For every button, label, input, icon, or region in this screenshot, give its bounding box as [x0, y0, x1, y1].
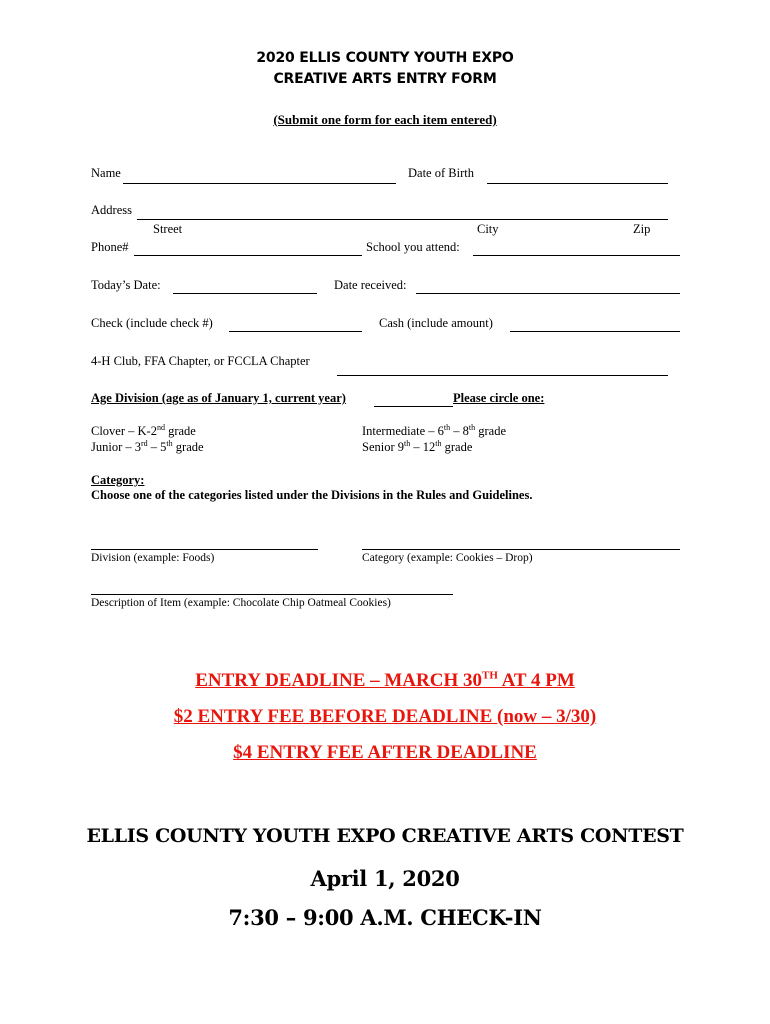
intermediate-sup2: th: [468, 422, 476, 432]
dob-label: Date of Birth: [408, 166, 474, 180]
senior-sup2: th: [435, 438, 442, 448]
category-caption: Category (example: Cookies – Drop): [362, 552, 533, 564]
category-instruction: Choose one of the categories listed under the Divisions in the Rules and Guidelines.: [91, 488, 533, 502]
circle-note: Please circle one:: [453, 391, 545, 405]
age-division-heading: Age Division (age as of January 1, current year): [91, 391, 346, 405]
todays-date-field[interactable]: [173, 293, 317, 294]
club-field[interactable]: [337, 375, 668, 376]
todays-date-label: Today’s Date:: [91, 278, 161, 292]
senior-option[interactable]: [362, 440, 472, 455]
junior-sup1: rd: [141, 438, 148, 448]
intermediate-sup1: th: [443, 422, 451, 432]
address-field[interactable]: [137, 219, 668, 220]
senior-text-mid: – 12: [410, 440, 436, 454]
deadline-sup: TH: [482, 669, 498, 682]
division-field[interactable]: [91, 549, 318, 550]
check-field[interactable]: [229, 331, 362, 332]
junior-option[interactable]: [91, 440, 204, 455]
form-title-line1: 2020 ELLIS COUNTY YOUTH EXPO: [256, 50, 514, 66]
fee-after-deadline: $4 ENTRY FEE AFTER DEADLINE: [233, 742, 537, 763]
entry-deadline: [0, 670, 770, 692]
date-received-label: Date received:: [334, 278, 407, 292]
intermediate-text-end: grade: [475, 424, 507, 438]
category-field[interactable]: [362, 549, 680, 550]
intermediate-option[interactable]: [362, 424, 506, 439]
zip-caption: Zip: [633, 222, 651, 236]
dob-field[interactable]: [487, 183, 668, 184]
name-label: Name: [91, 166, 121, 180]
fee-before-deadline: $2 ENTRY FEE BEFORE DEADLINE (now – 3/30): [173, 706, 597, 727]
form-title-line2: CREATIVE ARTS ENTRY FORM: [273, 71, 497, 87]
contest-date: April 1, 2020: [310, 866, 460, 891]
clover-text: Clover – K-2: [91, 424, 157, 438]
check-label: Check (include check #): [91, 316, 213, 330]
category-heading: Category:: [91, 473, 145, 487]
contest-title: ELLIS COUNTY YOUTH EXPO CREATIVE ARTS CONTEST: [86, 825, 684, 847]
description-caption: Description of Item (example: Chocolate Chip Oatmeal Cookies): [91, 597, 391, 609]
city-caption: City: [477, 222, 499, 236]
clover-text-end: grade: [164, 424, 196, 438]
description-field[interactable]: [91, 594, 453, 595]
address-label: Address: [91, 203, 132, 217]
deadline-text: ENTRY DEADLINE – MARCH 30: [195, 670, 482, 691]
senior-text: Senior 9: [362, 440, 405, 454]
junior-text: Junior – 3: [91, 440, 141, 454]
cash-field[interactable]: [510, 331, 680, 332]
clover-sup: nd: [156, 422, 165, 432]
intermediate-text: Intermediate – 6: [362, 424, 444, 438]
senior-text-end: grade: [441, 440, 473, 454]
school-label: School you attend:: [366, 240, 460, 254]
date-received-field[interactable]: [416, 293, 680, 294]
form-subtitle: (Submit one form for each item entered): [273, 112, 497, 127]
intermediate-text-mid: – 8: [450, 424, 469, 438]
deadline-text-end: AT 4 PM: [497, 670, 575, 691]
junior-text-mid: – 5: [147, 440, 167, 454]
junior-text-end: grade: [172, 440, 204, 454]
checkin-time: 7:30 – 9:00 A.M. CHECK-IN: [228, 905, 542, 930]
clover-option[interactable]: [91, 424, 196, 439]
senior-sup1: th: [404, 438, 411, 448]
phone-field[interactable]: [134, 255, 362, 256]
club-label: 4-H Club, FFA Chapter, or FCCLA Chapter: [91, 354, 310, 368]
division-caption: Division (example: Foods): [91, 552, 215, 564]
street-caption: Street: [153, 222, 183, 236]
cash-label: Cash (include amount): [379, 316, 493, 330]
school-field[interactable]: [473, 255, 680, 256]
phone-label: Phone#: [91, 240, 129, 254]
age-division-heading-underline: [374, 406, 453, 407]
junior-sup2: th: [166, 438, 173, 448]
name-field[interactable]: [123, 183, 396, 184]
